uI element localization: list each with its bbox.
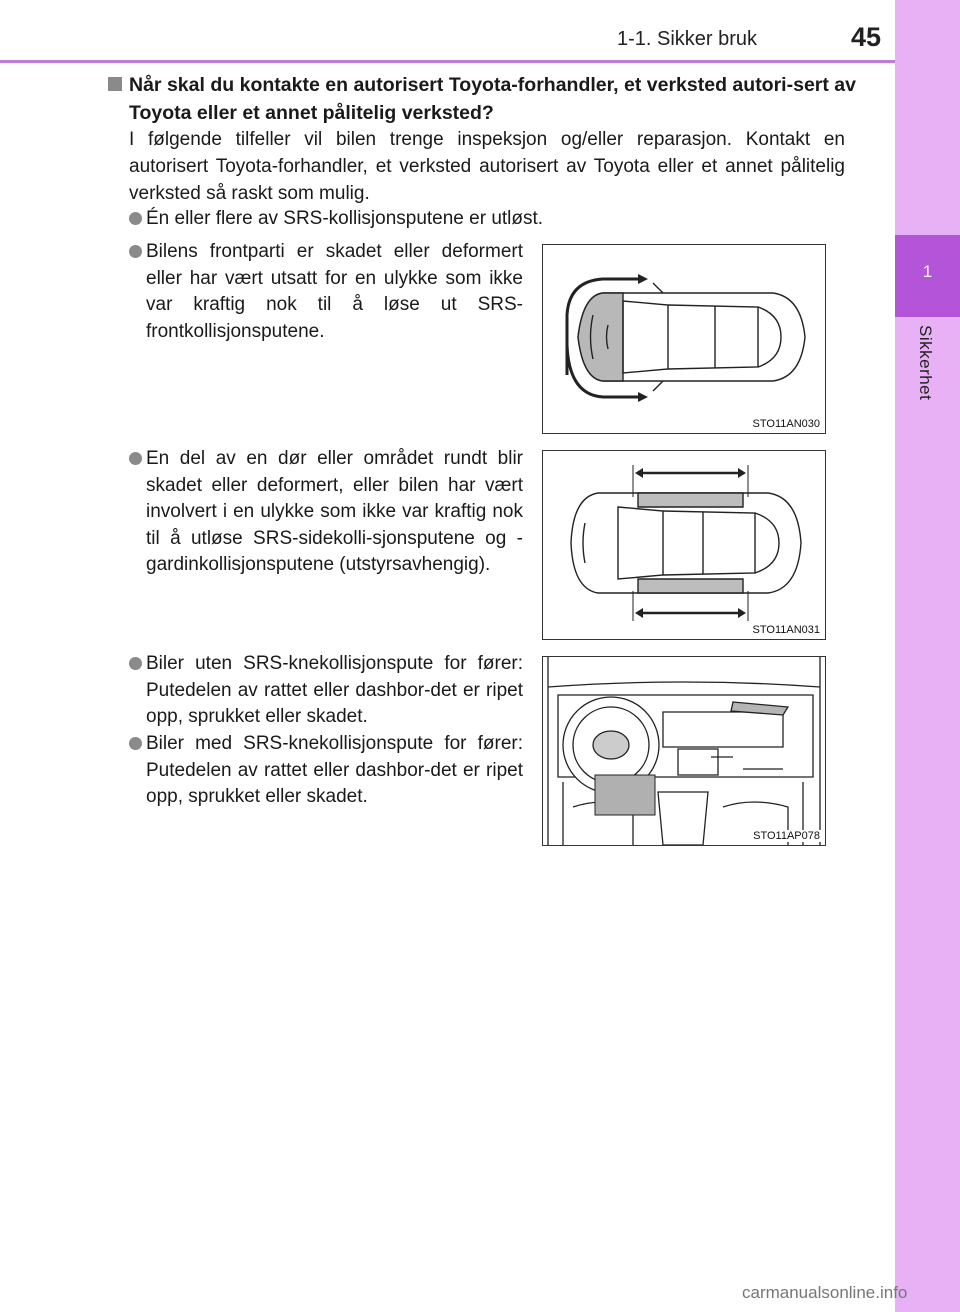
header-rule [0,60,895,63]
intro-paragraph: I følgende tilfeller vil bilen trenge inspeksjon og/eller reparasjon. Kontakt en autorisert Toyota-forhandler, et verksted autorisert av Toyota eller et annet pålitelig verksted så raskt som mulig. [129,129,845,204]
list-item [129,206,845,233]
figure-side-damage [542,450,826,640]
figure-front-damage [542,244,826,434]
chapter-side-tab [895,0,960,1312]
car-top-view-front-illustration [543,245,825,433]
list-item-text: En del av en dør eller området rundt blir skadet eller deformert, eller bilen har vært involvert i en ulykke som ikke var kraftig nok til å utløse SRS-sidekolli-sjonsputene og -gardinkollisjonsputene (utstyrsavhengig). [146,448,523,575]
figure-dashboard-damage [542,656,826,846]
section-heading [108,71,856,127]
section-title: 1-1. Sikker bruk [617,28,758,50]
list-item-text: Én eller flere av SRS-kollisjonsputene er utløst. [146,208,544,229]
list-item [129,239,523,345]
bullet-dot-icon [129,737,142,750]
bullet-dot-icon [129,212,142,225]
bullet-dot-icon [129,245,142,258]
car-top-view-side-illustration [543,451,825,639]
list-item [129,651,523,731]
watermark-link[interactable]: carmanualsonline.info [742,1283,908,1302]
bullet-dot-icon [129,657,142,670]
list-item-text: Bilens frontparti er skadet eller deformert eller har vært utsatt for en ulykke som ikke var kraftig nok til å løse ut SRS-frontkollisjonsputene. [146,241,523,342]
list-item-text: Biler med SRS-knekollisjonspute for fører: Putedelen av rattet eller dashbor-det er ripet opp, sprukket eller skadet. [146,733,523,807]
list-item-text: Biler uten SRS-knekollisjonspute for fører: Putedelen av rattet eller dashbor-det er ripet opp, sprukket eller skadet. [146,653,523,727]
square-bullet-icon [108,77,122,91]
chapter-title: Sikkerhet [916,325,935,401]
list-item [129,731,523,811]
figure-code: STO11AP078 [753,830,820,842]
list-item [129,446,523,579]
chapter-number: 1 [922,262,933,281]
heading-text: Når skal du kontakte en autorisert Toyota-forhandler, et verksted autori-sert av Toyota eller et annet pålitelig verksted? [129,74,856,124]
dashboard-interior-illustration [543,657,825,845]
figure-code: STO11AN030 [752,418,820,430]
figure-code: STO11AN031 [752,624,820,636]
page-number: 45 [851,22,882,52]
bullet-dot-icon [129,452,142,465]
